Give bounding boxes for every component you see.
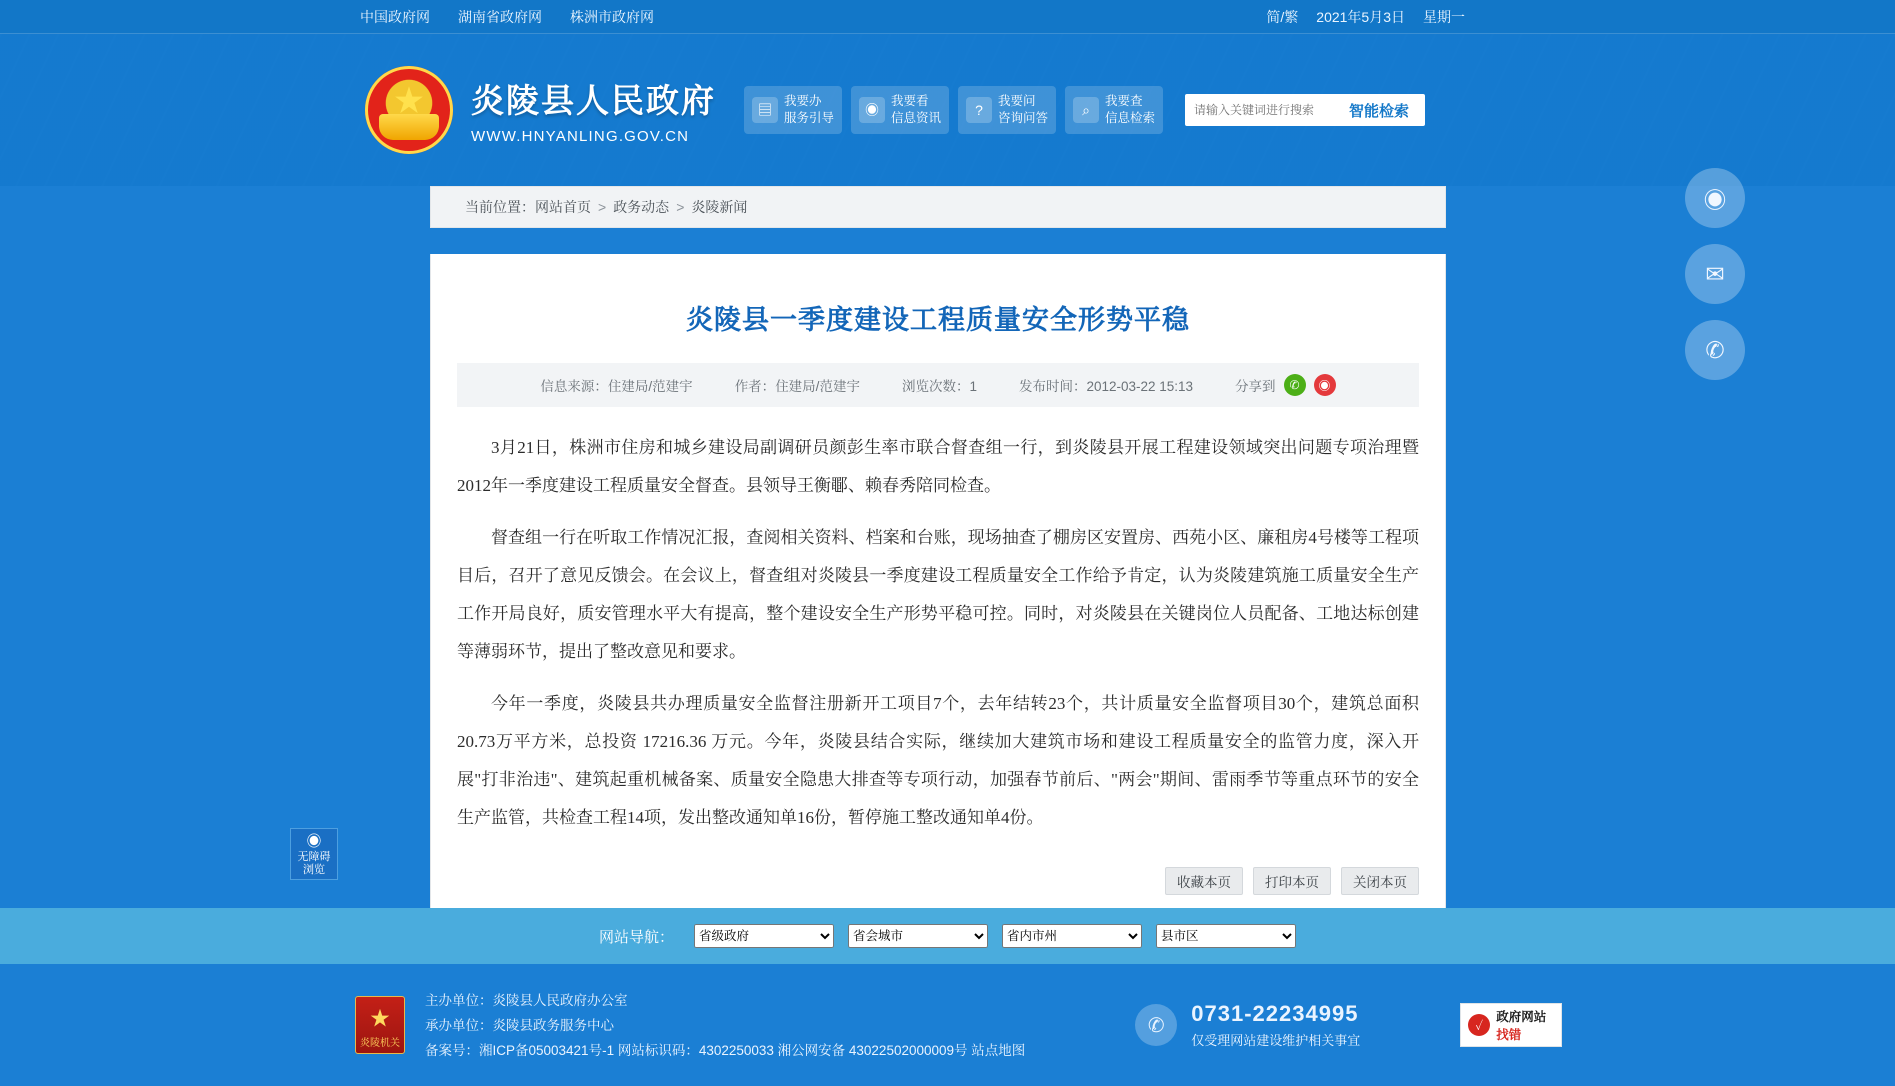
document-icon: ▤ — [752, 97, 778, 123]
phone-icon: ✆ — [1135, 1004, 1177, 1046]
eye-icon[interactable]: ◉ — [1685, 168, 1745, 228]
meta-publish — [1019, 375, 1193, 395]
report-error-icon: ✓ — [1468, 1014, 1490, 1036]
meta-publish-label: 发布时间： — [1018, 379, 1087, 394]
current-date: 2021年5月3日 — [1316, 8, 1405, 25]
select-provincial-capital[interactable] — [848, 924, 988, 948]
article-paragraph: 今年一季度，炎陵县共办理质量安全监督注册新开工项目7个，去年结转23个，共计质量安全监督项目30个，建筑总面积20.73万平方米，总投资 17216.36 万元。今年，炎陵县结合实际，继续加大建筑市场和建设工程质量安全的监管力度，深入开展"打非治违"、建筑起重机械备案、质量安全隐患大排查等专项行动，加强春节前后、"两会"期间、雷雨季节等重点环节的安全生产监管，共检查工程14项，发出整改通知单16份，暂停施工整改通知单4份。 — [457, 694, 1419, 827]
eye-icon: ◉ — [859, 97, 885, 123]
site-search — [1185, 94, 1425, 126]
search-icon: ⌕ — [1073, 97, 1099, 123]
site-url: WWW.HNYANLING.GOV.CN — [471, 128, 690, 145]
quick-link-text — [998, 93, 1048, 127]
site-header — [0, 34, 1895, 186]
badge-line2: 找错 — [1496, 1028, 1522, 1042]
meta-source — [540, 375, 692, 395]
lang-divider: / — [1280, 8, 1285, 25]
footer-emblem-text: ★ 炎陵机关 — [360, 1038, 400, 1049]
select-provincial-government[interactable] — [694, 924, 834, 948]
quick-link-line1: 我要问 — [998, 94, 1036, 109]
footer-line-icp: 备案号：湘ICP备05003421号-1 网站标识码：4302250033 湘公网安备 43022502000009号 站点地图 — [425, 1042, 1026, 1058]
question-icon: ? — [966, 97, 992, 123]
article-body — [457, 429, 1419, 837]
share-label: 分享到 — [1235, 379, 1276, 394]
quick-link-text — [1105, 93, 1155, 127]
page-title: 炎陵县一季度建设工程质量安全形势平稳 — [686, 305, 1190, 335]
meta-publish-value: 2012-03-22 15:13 — [1086, 379, 1194, 394]
top-bar — [0, 0, 1895, 34]
quick-link-text — [784, 93, 834, 127]
breadcrumb-separator: > — [598, 199, 607, 215]
meta-views-label: 浏览次数： — [901, 379, 970, 394]
accessibility-button[interactable] — [290, 828, 338, 880]
quick-link-line2: 信息检索 — [1105, 111, 1156, 125]
footer-line-organizer: 主办单位：炎陵县人民政府办公室 — [425, 992, 628, 1008]
national-emblem-icon — [365, 66, 453, 154]
breadcrumb-item-home[interactable]: 网站首页 — [535, 199, 591, 215]
select-prefecture[interactable] — [1002, 924, 1142, 948]
share-group — [1235, 374, 1336, 396]
quick-link-news[interactable] — [851, 86, 949, 134]
lang-simplified[interactable]: 简 — [1266, 8, 1281, 25]
weibo-icon[interactable]: ✆ — [1685, 320, 1745, 380]
language-switch[interactable] — [1266, 7, 1298, 27]
badge-line1: 政府网站 — [1496, 1010, 1547, 1024]
article-meta — [457, 363, 1419, 407]
search-input[interactable] — [1185, 94, 1333, 126]
meta-author-label: 作者： — [734, 379, 776, 394]
accessibility-line2: 浏览 — [303, 864, 325, 877]
site-identity — [471, 75, 716, 145]
select-county[interactable] — [1156, 924, 1296, 948]
meta-author-value: 住建局/范建宇 — [775, 379, 860, 394]
breadcrumb-label: 当前位置： — [465, 199, 535, 215]
footer-info — [425, 988, 1025, 1063]
meta-source-value: 住建局/范建宇 — [607, 379, 693, 394]
quick-link-line1: 我要查 — [1105, 94, 1143, 109]
lang-traditional[interactable]: 繁 — [1284, 8, 1299, 25]
quick-link-line2: 咨询问答 — [998, 111, 1049, 125]
article-actions — [457, 867, 1419, 895]
top-link-china-gov[interactable]: 中国政府网 — [360, 8, 430, 25]
favorite-page-button[interactable]: 收藏本页 — [1165, 867, 1243, 895]
article-paragraph: 3月21日，株洲市住房和城乡建设局副调研员颜彭生率市联合督查组一行，到炎陵县开展工程建设领域突出问题专项治理暨2012年一季度建设工程质量安全督查。县领导王衡鄳、赖春秀陪同检查。 — [457, 438, 1419, 495]
close-page-button[interactable]: 关闭本页 — [1341, 867, 1419, 895]
quick-link-text — [891, 93, 941, 127]
quick-link-service-guide[interactable] — [744, 86, 842, 134]
article-paragraph: 督查组一行在听取工作情况汇报，查阅相关资料、档案和台账，现场抽查了棚房区安置房、西苑小区、廉租房4号楼等工程项目后，召开了意见反馈会。在会议上，督查组对炎陵县一季度建设工程质量安全工作给予肯定，认为炎陵建筑施工质量安全生产工作开局良好，质安管理水平大有提高，整个建设安全生产形势平稳可控。同时，对炎陵县在关键岗位人员配备、工地达标创建等薄弱环节，提出了整改意见和要求。 — [457, 528, 1419, 661]
site-footer — [0, 964, 1895, 1086]
breadcrumb-separator: > — [676, 199, 685, 215]
site-navigation-strip — [0, 908, 1895, 964]
current-weekday: 星期一 — [1423, 8, 1465, 25]
top-link-zhuzhou-gov[interactable]: 株洲市政府网 — [570, 8, 654, 25]
floating-toolbar — [1685, 168, 1745, 380]
quick-link-line2: 信息资讯 — [891, 111, 942, 125]
breadcrumb-item-news[interactable]: 炎陵新闻 — [691, 199, 748, 215]
print-page-button[interactable]: 打印本页 — [1253, 867, 1331, 895]
footer-line-operator: 承办单位：炎陵县政务服务中心 — [425, 1017, 614, 1033]
meta-views-value: 1 — [969, 379, 977, 394]
top-link-hunan-gov[interactable]: 湖南省政府网 — [458, 8, 542, 25]
breadcrumb — [430, 186, 1446, 228]
footer-phone-note: 仅受理网站建设维护相关事宜 — [1191, 1033, 1361, 1048]
quick-link-consult[interactable] — [958, 86, 1056, 134]
footer-phone-number: 0731-22234995 — [1191, 1001, 1359, 1026]
quick-link-line1: 我要看 — [891, 94, 929, 109]
meta-author — [735, 375, 860, 395]
footer-phone — [1135, 1001, 1360, 1049]
quick-link-line2: 服务引导 — [784, 111, 835, 125]
weibo-icon[interactable]: ◉ — [1314, 374, 1336, 396]
meta-views — [902, 375, 977, 395]
meta-source-label: 信息来源： — [540, 379, 608, 394]
site-name: 炎陵县人民政府 — [471, 82, 716, 119]
wechat-icon[interactable]: ✉ — [1685, 244, 1745, 304]
main-content — [430, 186, 1446, 918]
nav-strip-label: 网站导航： — [598, 928, 674, 946]
top-bar-links — [360, 7, 654, 27]
quick-links — [744, 86, 1163, 134]
footer-emblem-icon — [355, 996, 405, 1054]
quick-link-line1: 我要办 — [784, 94, 822, 109]
accessibility-line1: 无障碍 — [297, 851, 331, 863]
eye-icon: ◉ — [306, 833, 322, 850]
quick-link-search[interactable] — [1065, 86, 1163, 134]
report-error-badge[interactable] — [1460, 1003, 1562, 1047]
article-card — [430, 254, 1446, 918]
search-button[interactable]: 智能检索 — [1333, 94, 1425, 126]
breadcrumb-item-affairs[interactable]: 政务动态 — [613, 199, 670, 215]
wechat-icon[interactable]: ✆ — [1284, 374, 1306, 396]
top-bar-right — [1266, 7, 1465, 27]
